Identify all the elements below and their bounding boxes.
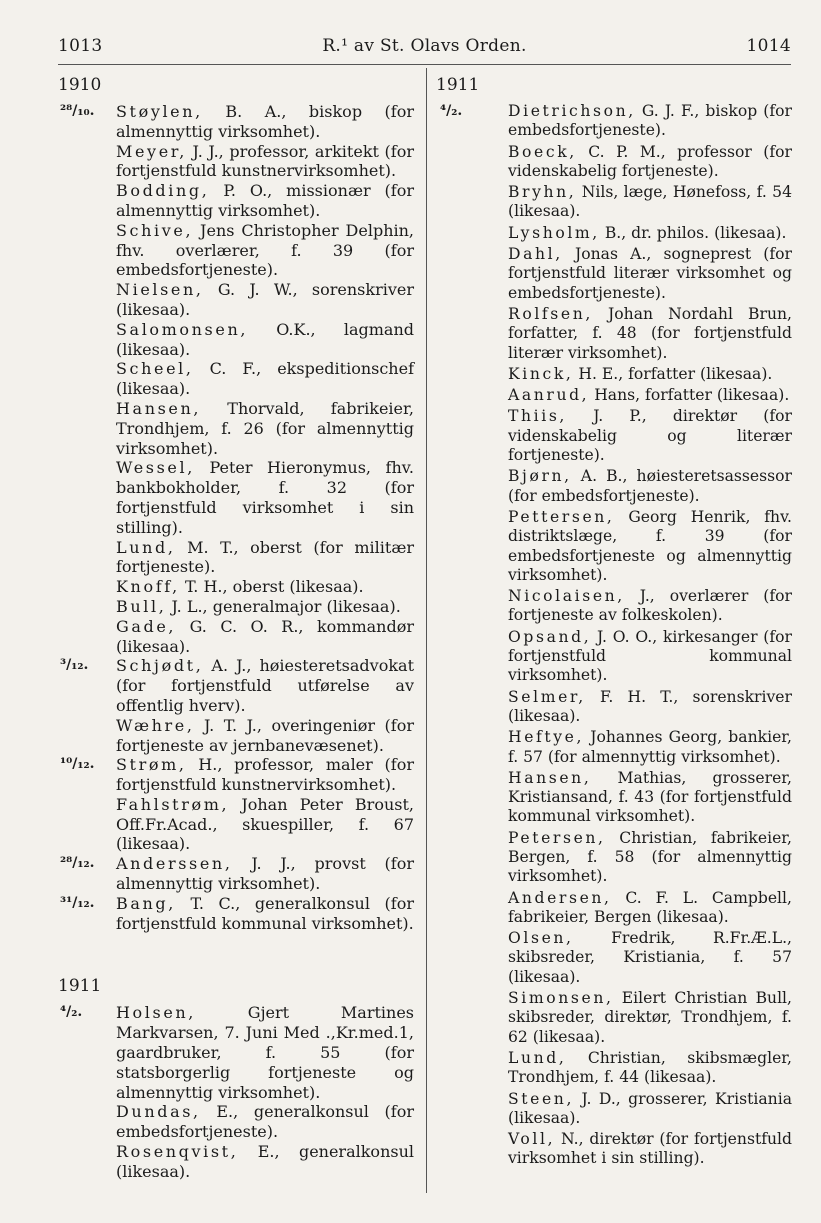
entry-name: Olsen, xyxy=(508,929,574,948)
list-item xyxy=(58,755,414,795)
list-item xyxy=(58,359,414,399)
list-item xyxy=(436,143,792,182)
entry-text xyxy=(508,407,792,465)
entry-name: Selmer, xyxy=(508,687,586,706)
entry-name: Bull, xyxy=(116,596,167,616)
entry-name: Kinck, xyxy=(508,364,574,383)
entry-date: ¹⁰/₁₂. xyxy=(60,756,95,773)
entry-name: Dietrichson, xyxy=(508,102,636,120)
list-item xyxy=(58,854,414,894)
entry-text xyxy=(508,365,792,384)
entry-name: Nicolaisen, xyxy=(508,587,625,606)
entry-description: J. O. O., kirkesanger (for fortjenstfuld kommunal virksomhet). xyxy=(508,627,792,685)
entry-text xyxy=(508,1049,792,1088)
entry-name: Anderssen, xyxy=(116,854,233,874)
entry-name: Andersen, xyxy=(508,888,612,907)
list-item xyxy=(58,656,414,715)
entry-name: Dundas, xyxy=(116,1102,201,1122)
entry-name: Bodding, xyxy=(116,181,210,201)
entry-name: Lysholm, xyxy=(508,223,600,242)
entry-name: Lund, xyxy=(508,1048,567,1067)
entry-description: G. C. O. R., kommandør (likesaa). xyxy=(116,616,414,656)
entry-description: C. F. L. Campbell, fabrikeier, Bergen (likesaa). xyxy=(508,888,792,926)
entry-name: Simonsen, xyxy=(508,989,614,1008)
entry-name: Knoff, xyxy=(116,577,180,597)
list-item xyxy=(436,467,792,506)
entry-description: Gjert Martines Markvarsen, 7. Juni Med .,Kr.med.1, gaardbruker, f. 55 (for statsborgerlig fortjeneste og almennyttig virksomhet). xyxy=(116,1003,414,1102)
entry-text xyxy=(116,221,414,280)
entry-name: Dahl, xyxy=(508,245,563,264)
list-item xyxy=(436,1130,792,1169)
entry-description: J. L., generalmajor (likesaa). xyxy=(166,596,401,616)
entry-description: E., generalkonsul (for embedsfortjeneste). xyxy=(116,1102,414,1142)
list-item xyxy=(58,320,414,360)
entry-description: Fredrik, R.Fr.Æ.L., skibsreder, Kristiania, f. 57 (likesaa). xyxy=(508,929,792,986)
list-item xyxy=(58,280,414,320)
entry-name: Heftye, xyxy=(508,728,585,747)
list-item xyxy=(436,365,792,384)
list-item xyxy=(436,508,792,585)
list-item xyxy=(58,577,414,597)
entry-description: H., professor, maler (for fortjenstfuld kunstnervirksomhet). xyxy=(116,755,414,795)
entry-text xyxy=(116,854,414,894)
list-item xyxy=(436,183,792,222)
column-divider xyxy=(426,68,427,1193)
entry-text xyxy=(116,716,414,756)
entry-name: Petersen, xyxy=(508,828,606,847)
entry-text xyxy=(508,587,792,626)
entry-name: Aanrud, xyxy=(508,386,590,405)
entry-description: J. P., direktør (for videnskabelig og literær fortjeneste). xyxy=(508,407,792,465)
entry-text xyxy=(116,102,414,142)
entry-name: Fahlstrøm, xyxy=(116,794,230,814)
entry-text xyxy=(116,1003,414,1102)
entry-description: Jens Christopher Delphin, fhv. overlærer, f. 39 (for embedsfortjeneste). xyxy=(116,220,414,280)
entry-text xyxy=(116,458,414,537)
entry-date: ²⁸/₁₂. xyxy=(60,855,95,872)
entry-description: J., overlærer (for fortjeneste av folkeskolen). xyxy=(508,587,792,625)
list-item xyxy=(436,1049,792,1088)
entry-name: Bryhn, xyxy=(508,183,577,202)
list-item xyxy=(436,769,792,827)
entry-text xyxy=(508,305,792,363)
entry-name: Thiis, xyxy=(508,407,567,426)
page-number-right: 1014 xyxy=(746,36,791,56)
list-item xyxy=(58,142,414,182)
entry-description: A. B., høiesteretsassessor (for embedsfortjeneste). xyxy=(508,467,792,505)
list-item xyxy=(58,399,414,458)
list-item xyxy=(58,1142,414,1182)
entry-description: Johannes Georg, bankier, f. 57 (for almennyttig virksomhet). xyxy=(508,728,792,766)
right-column xyxy=(436,70,792,1171)
entry-description: Christian, fabrikeier, Bergen, f. 58 (for almennyttig virksomhet). xyxy=(508,828,792,886)
entry-text xyxy=(116,1102,414,1142)
list-item xyxy=(58,597,414,617)
entry-text xyxy=(508,467,792,506)
list-item xyxy=(58,181,414,221)
entry-description: J. J., provst (for almennyttig virksomhet). xyxy=(116,854,414,894)
entry-text xyxy=(508,889,792,928)
page-number-left: 1013 xyxy=(58,36,103,56)
entry-description: G. J. W., sorenskriver (likesaa). xyxy=(116,280,414,319)
entry-text xyxy=(508,183,792,222)
list-item xyxy=(436,224,792,243)
entry-text xyxy=(508,102,792,141)
entry-name: Schjødt, xyxy=(116,656,204,676)
entry-text xyxy=(508,989,792,1047)
entry-description: C. F., ekspeditionschef (likesaa). xyxy=(116,359,414,399)
entry-name: Salomonsen, xyxy=(116,319,249,339)
entry-text xyxy=(116,617,414,657)
entry-description: H. E., forfatter (likesaa). xyxy=(573,364,773,383)
entry-date: ⁴/₂. xyxy=(60,1004,83,1021)
entry-text xyxy=(116,597,414,617)
entry-name: Lund, xyxy=(116,537,176,557)
entry-description: E., generalkonsul (likesaa). xyxy=(116,1142,414,1181)
list-item xyxy=(436,728,792,767)
entry-text xyxy=(508,728,792,767)
entry-text xyxy=(116,795,414,854)
list-item xyxy=(436,929,792,987)
entry-text xyxy=(508,143,792,182)
entry-text xyxy=(508,688,792,727)
entry-text xyxy=(116,755,414,795)
list-item xyxy=(436,628,792,686)
entry-text xyxy=(508,386,792,405)
list-item xyxy=(436,989,792,1047)
entry-name: Scheel, xyxy=(116,359,194,379)
entry-text xyxy=(116,538,414,578)
page-header xyxy=(58,36,791,62)
entry-date: ²⁸/₁₀. xyxy=(60,103,95,119)
entry-text xyxy=(116,359,414,399)
entry-text xyxy=(116,577,414,597)
list-item xyxy=(436,587,792,626)
entry-date: ³¹/₁₂. xyxy=(60,894,95,911)
list-item xyxy=(436,829,792,887)
list-item xyxy=(58,458,414,537)
entry-text xyxy=(508,508,792,585)
list-item xyxy=(436,386,792,405)
entry-list xyxy=(58,102,414,933)
list-item xyxy=(58,1003,414,1102)
list-item xyxy=(58,538,414,578)
list-item xyxy=(436,889,792,928)
entry-text xyxy=(116,894,414,934)
list-item xyxy=(436,245,792,303)
list-item xyxy=(436,102,792,141)
entry-text xyxy=(508,224,792,243)
list-item xyxy=(436,688,792,727)
entry-text xyxy=(508,1130,792,1169)
entry-name: Wæhre, xyxy=(116,715,195,735)
entry-description: Johan Peter Broust, Off.Fr.Acad., skuespiller, f. 67 (likesaa). xyxy=(116,794,414,854)
list-item xyxy=(58,617,414,657)
list-item xyxy=(436,407,792,465)
list-item xyxy=(436,305,792,363)
entry-text xyxy=(116,399,414,458)
year-heading: 1911 xyxy=(436,75,480,95)
list-item xyxy=(58,221,414,280)
entry-text xyxy=(508,769,792,827)
entry-date: ³/₁₂. xyxy=(60,657,89,674)
entry-description: F. H. T., sorenskriver (likesaa). xyxy=(508,687,792,725)
entry-description: Jonas A., sogneprest (for fortjenstfuld literær virksomhet og embedsfortjeneste). xyxy=(508,245,792,302)
entry-name: Hansen, xyxy=(508,768,592,787)
page-title: R.¹ av St. Olavs Orden. xyxy=(322,36,527,56)
entry-name: Boeck, xyxy=(508,142,577,161)
entry-name: Holsen, xyxy=(116,1003,196,1023)
list-item xyxy=(58,102,414,142)
entry-description: G. J. F., biskop (for embedsfortjeneste). xyxy=(508,102,792,140)
entry-name: Schive, xyxy=(116,220,194,240)
header-rule xyxy=(58,64,791,65)
entry-text xyxy=(116,280,414,320)
entry-description: A. J., høiesteretsadvokat (for fortjenstfuld utførelse av offentlig hverv). xyxy=(116,656,414,715)
entry-list xyxy=(58,1003,414,1181)
entry-name: Bjørn, xyxy=(508,467,572,486)
entry-text xyxy=(116,656,414,715)
entry-name: Hansen, xyxy=(116,398,202,418)
entry-text xyxy=(508,628,792,686)
entry-name: Rosenqvist, xyxy=(116,1142,239,1162)
entry-list xyxy=(436,102,792,1169)
entry-description: J. T. J., overingeniør (for fortjeneste av jernbanevæsenet). xyxy=(116,715,414,755)
entry-description: T. C., generalkonsul (for fortjenstfuld kommunal virksomhet). xyxy=(116,893,414,933)
entry-description: Mathias, grosserer, Kristiansand, f. 43 (for fortjenstfuld kommunal virksomhet). xyxy=(508,768,792,826)
entry-description: Georg Henrik, fhv. distriktslæge, f. 39 (for embedsfortjeneste og almennyttig virksomhet). xyxy=(508,507,792,584)
entry-description: Thorvald, fabrikeier, Trondhjem, f. 26 (for almennyttig virksomhet). xyxy=(116,398,414,458)
left-column xyxy=(58,70,414,1182)
entry-description: Hans, forfatter (likesaa). xyxy=(589,386,790,405)
entry-description: Peter Hieronymus, fhv. bankbokholder, f. 32 (for fortjenstfuld virksomhet i sin stilling). xyxy=(116,458,414,537)
entry-description: P. O., missionær (for almennyttig virksomhet). xyxy=(116,181,414,220)
list-item xyxy=(58,894,414,934)
entry-description: N., direktør (for fortjenstfuld virksomhet i sin stilling). xyxy=(508,1130,792,1168)
entry-text xyxy=(116,320,414,360)
year-heading: 1911 xyxy=(58,976,102,997)
entry-description: J. D., grosserer, Kristiania (likesaa). xyxy=(508,1089,792,1127)
entry-description: Nils, læge, Hønefoss, f. 54 (likesaa). xyxy=(508,183,792,221)
entry-name: Støylen, xyxy=(116,102,203,121)
entry-description: B., dr. philos. (likesaa). xyxy=(599,223,787,242)
entry-description: M. T., oberst (for militær fortjeneste). xyxy=(116,537,414,577)
entry-name: Opsand, xyxy=(508,627,592,646)
entry-date: ⁴/₂. xyxy=(440,103,463,119)
list-item xyxy=(58,1102,414,1142)
entry-description: O.K., lagmand (likesaa). xyxy=(116,319,414,359)
entry-text xyxy=(508,829,792,887)
entry-description: Johan Nordahl Brun, forfatter, f. 48 (for fortjenstfuld literær virksomhet). xyxy=(508,304,792,362)
entry-text xyxy=(116,142,414,182)
entry-text xyxy=(116,1142,414,1182)
entry-description: B. A., biskop (for almennyttig virksomhet). xyxy=(116,102,414,141)
list-item xyxy=(58,716,414,756)
entry-text xyxy=(508,929,792,987)
entry-name: Rolfsen, xyxy=(508,304,593,323)
entry-name: Pettersen, xyxy=(508,507,615,526)
entry-name: Wessel, xyxy=(116,458,195,478)
entry-text xyxy=(116,181,414,221)
entry-name: Gade, xyxy=(116,616,177,636)
entry-name: Meyer, xyxy=(116,141,187,161)
entry-name: Voll, xyxy=(508,1130,556,1149)
entry-name: Steen, xyxy=(508,1089,575,1108)
entry-description: J. J., professor, arkitekt (for fortjenstfuld kunstnervirksomhet). xyxy=(116,141,414,181)
entry-description: Eilert Christian Bull, skibsreder, direktør, Trondhjem, f. 62 (likesaa). xyxy=(508,989,792,1046)
entry-description: Christian, skibsmægler, Trondhjem, f. 44 (likesaa). xyxy=(508,1048,792,1087)
entry-name: Nielsen, xyxy=(116,280,204,300)
entry-text xyxy=(508,1090,792,1129)
entry-text xyxy=(508,245,792,303)
year-heading: 1910 xyxy=(58,75,102,95)
list-item xyxy=(58,795,414,854)
entry-name: Bang, xyxy=(116,893,176,913)
list-item xyxy=(436,1090,792,1129)
entry-name: Strøm, xyxy=(116,755,187,775)
entry-description: C. P. M., professor (for videnskabelig fortjeneste). xyxy=(508,142,792,180)
entry-description: T. H., oberst (likesaa). xyxy=(179,577,364,597)
